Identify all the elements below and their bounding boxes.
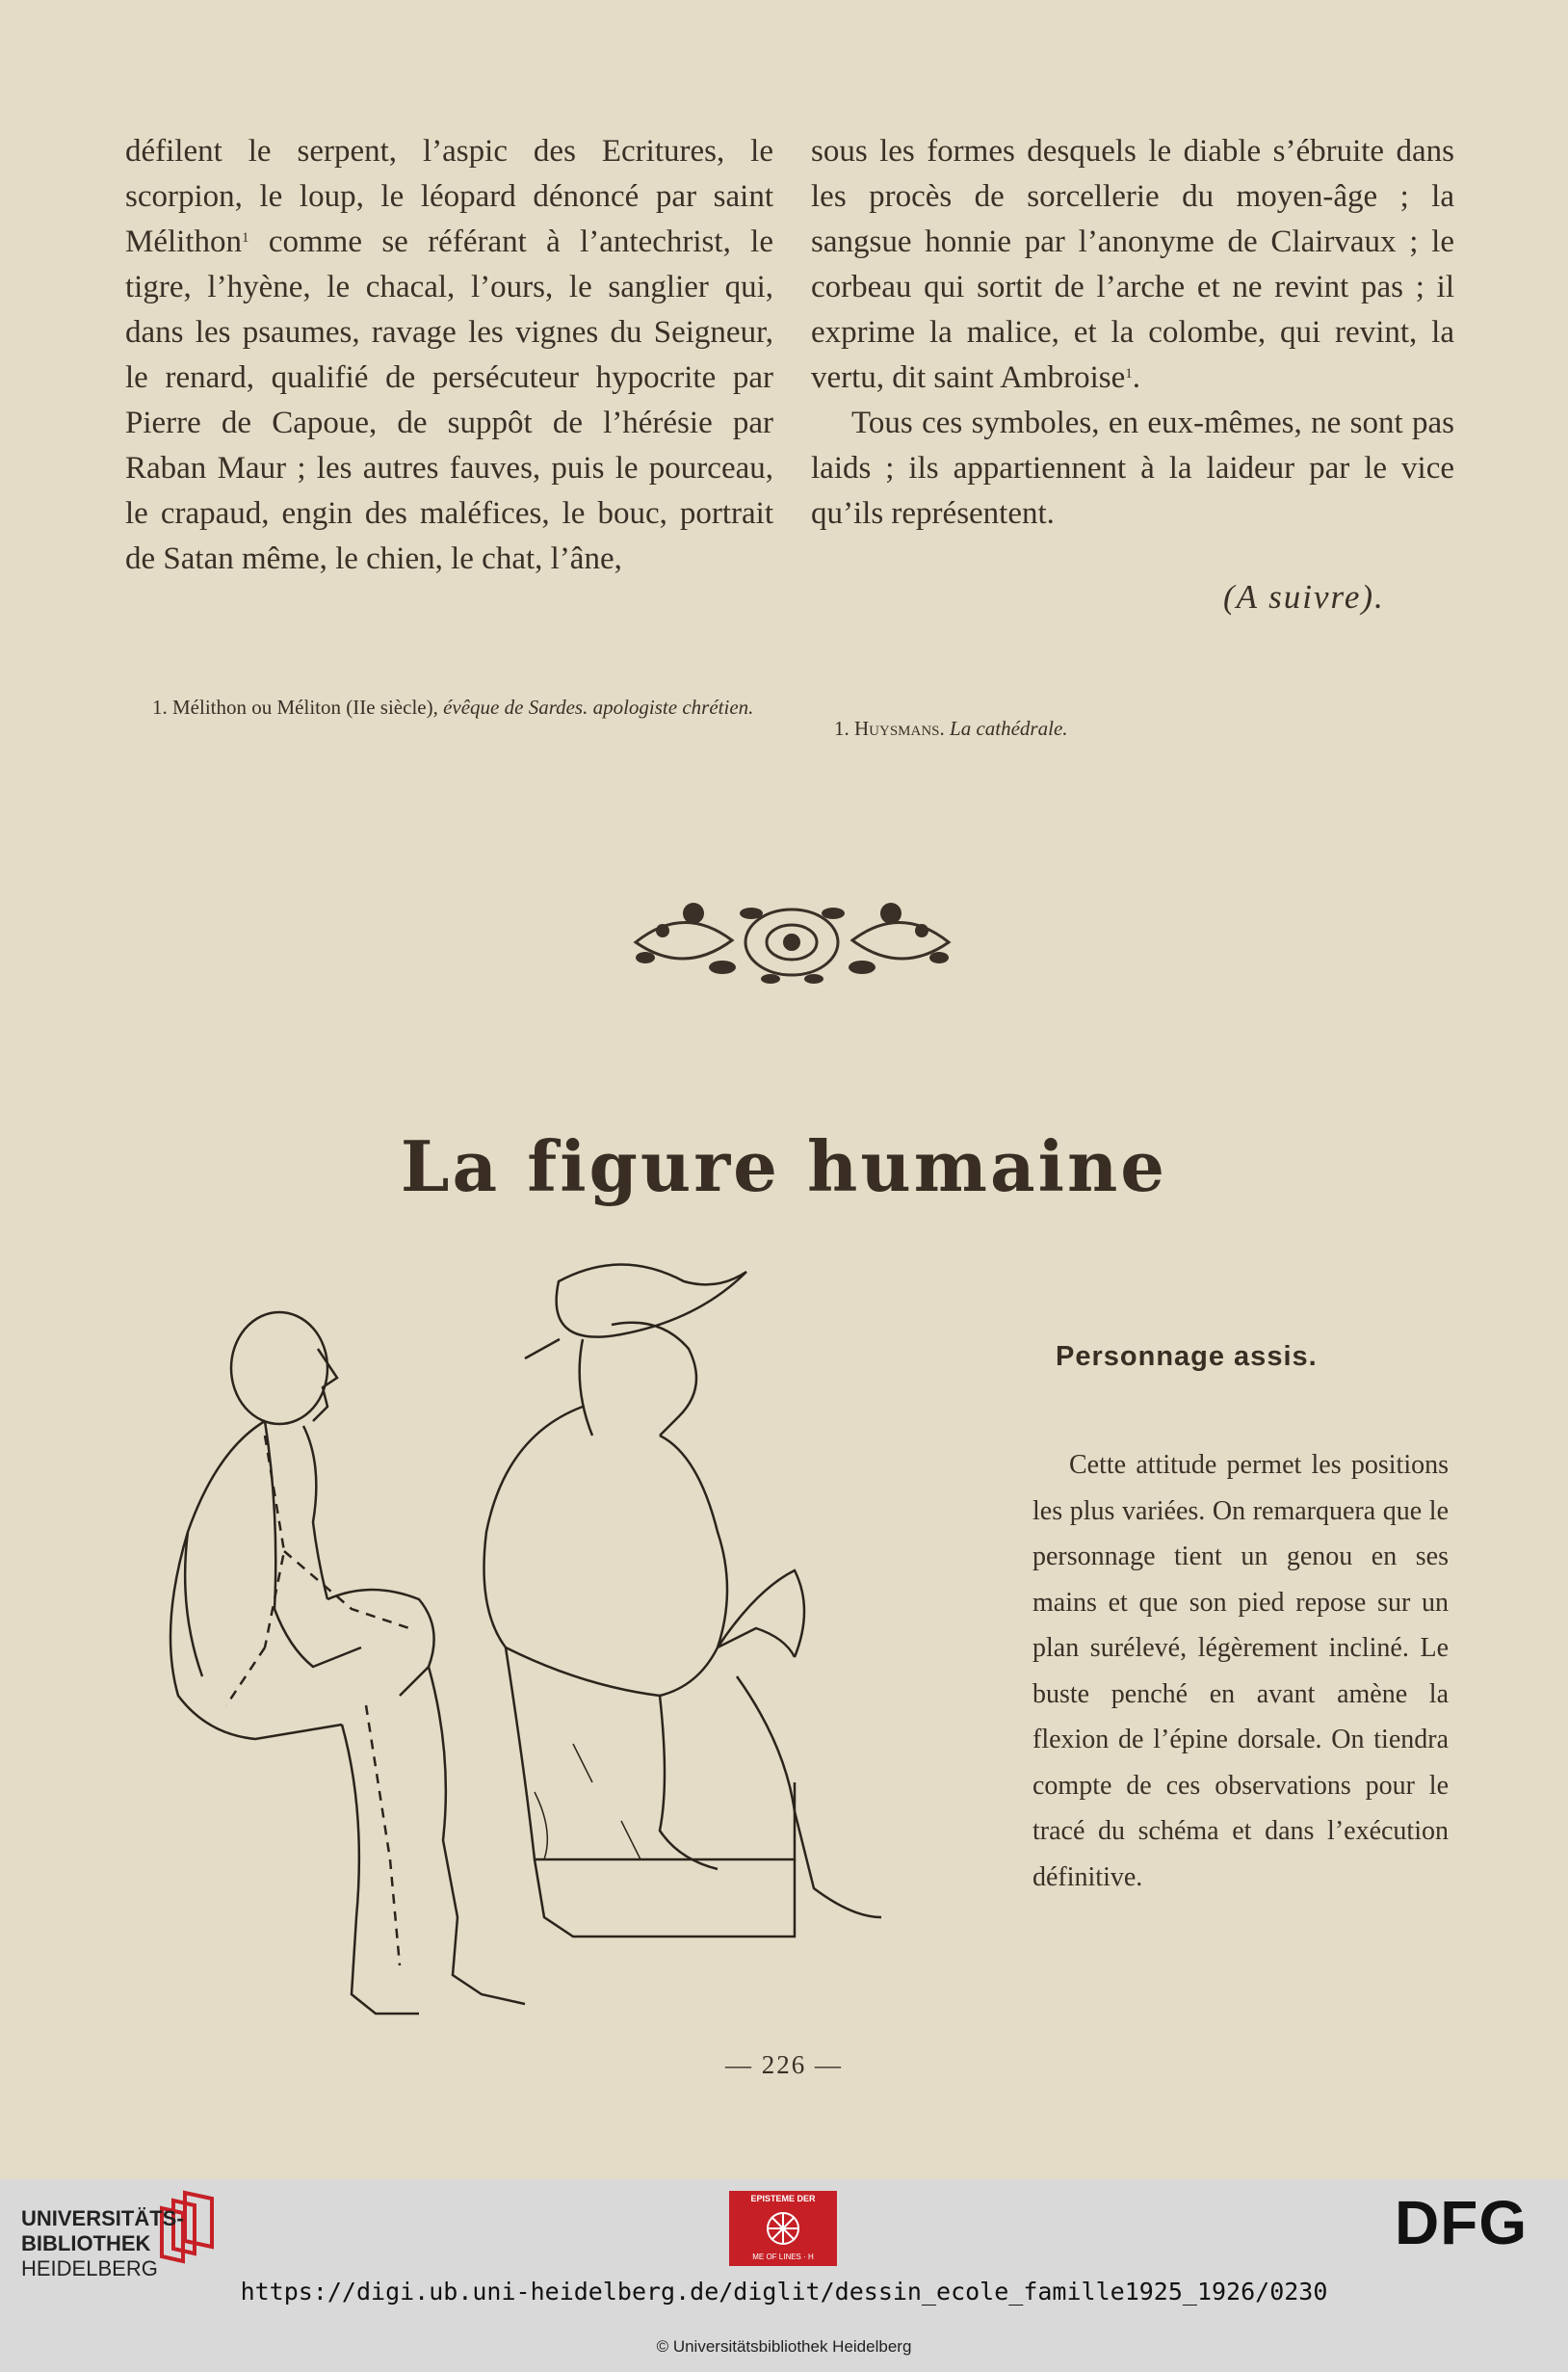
page-number: — 226 —: [725, 2050, 843, 2079]
left-column-text: défilent le serpent, l’aspic des Ecritures, le scorpion, le loup, le léopard dénoncé par saint Mélithon$^1$ comme se référant à l’antechrist, le tigre, l’hyène, le chacal, l’ours, le sanglier qui, dans les psaumes, ravage les vignes du Seigneur, le renard, qualifié de persécuteur hypocrite par Pierre de Capoue, de suppôt de l’hérésie par Raban Maur ; les autres fauves, puis le pourceau, le crapaud, engin des maléfices, le bouc, portrait de Satan même, le chien, le chat, l’âne,: [125, 134, 773, 576]
permalink-url[interactable]: https://digi.ub.uni-heidelberg.de/diglit/dessin_ecole_famille1925_1926/0230: [240, 2278, 1328, 2306]
right-column: [811, 129, 1454, 537]
floral-ornament: [626, 884, 958, 1000]
article-subtitle: Personnage assis.: [1056, 1341, 1318, 1372]
left-footnote: 1. Mélithon ou Méliton (IIe siècle), évêque de Sardes. apologiste chrétien.: [152, 696, 754, 719]
episteme-emblem-icon: [764, 2208, 802, 2249]
article-description: Cette attitude permet les positions les plus variées. On remarquera que le personnage tient un genou en ses mains et que son pied repose sur un plan surélevé, légèrement incliné. Le buste penché en avant amène la flexion de l’épine dorsale. On tiendra compte de ces observations pour le tracé du schéma et dans l’exécution définitive.: [1032, 1450, 1449, 1892]
right-paragraph-1: sous les formes desquels le diable s’ébruite dans les procès de sorcellerie du moyen-âge ; la sangsue honnie par l’anonyme de Clairvaux ; le corbeau qui sortit de l’arche et ne revint pas ; il exprime la malice, et la colombe, qui revint, la vertu, dit saint Ambroise$^1$.: [811, 134, 1454, 395]
seated-figures-illustration: [120, 1243, 958, 2043]
a-suivre: (A suivre).: [1223, 578, 1385, 616]
episteme-logo[interactable]: EPISTEME DER ME OF LINES · H: [729, 2191, 837, 2266]
boy-figure: [484, 1265, 882, 1937]
footnote-ref: 1: [242, 230, 249, 246]
left-column: [125, 129, 773, 582]
copyright-notice: © Universitätsbibliothek Heidelberg: [656, 2337, 912, 2356]
article-title: La figure humaine: [400, 1125, 1168, 1207]
dfg-logo[interactable]: DFG: [1395, 2188, 1529, 2257]
right-paragraph-2: Tous ces symboles, en eux-mêmes, ne sont pas laids ; ils appartiennent à la laideur par le vice qu’ils représentent.: [811, 406, 1454, 531]
university-library-logo[interactable]: UNIVERSITÄTS- BIBLIOTHEK HEIDELBERG: [21, 2206, 184, 2280]
right-footnote: 1. Huysmans. La cathédrale.: [834, 717, 1068, 740]
schematic-figure: [170, 1312, 525, 2014]
